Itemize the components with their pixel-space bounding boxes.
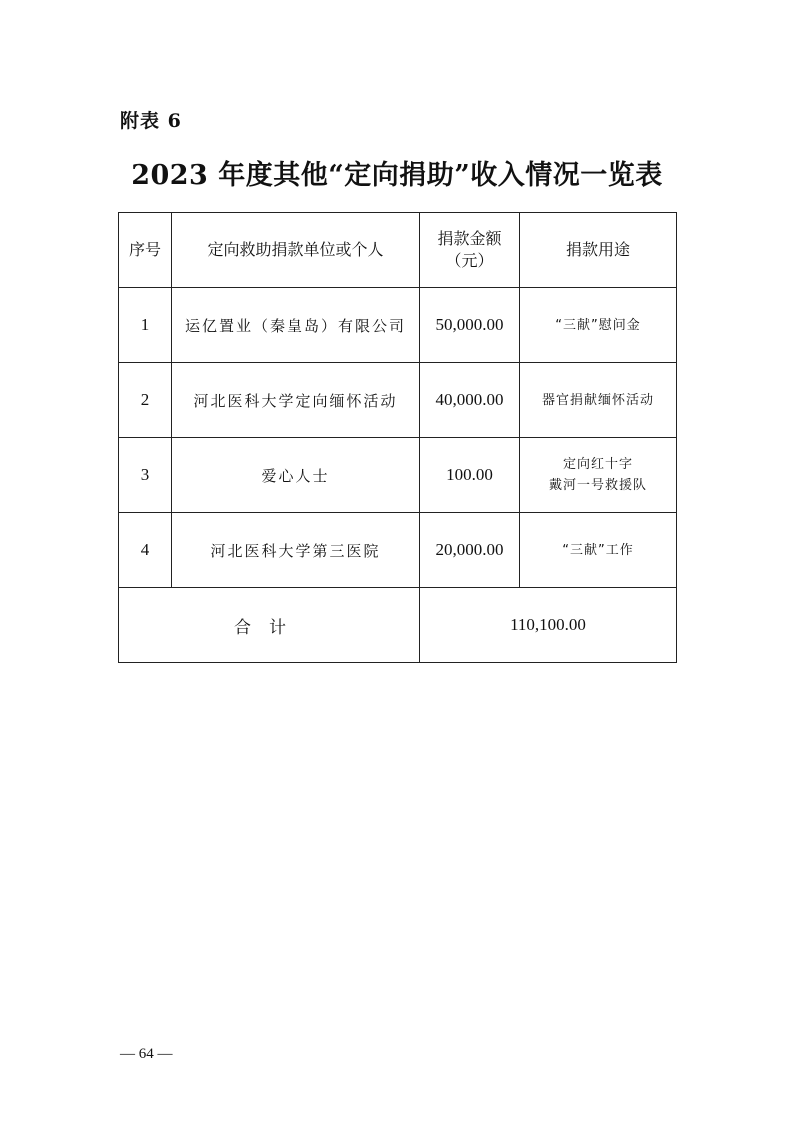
header-amount-line2: （元）: [445, 251, 494, 270]
table-total-row: [119, 588, 677, 663]
row-index: 4: [119, 513, 172, 588]
row-amount: 40,000.00: [420, 363, 520, 438]
header-purpose: 捐款用途: [520, 213, 677, 288]
row-index: 3: [119, 438, 172, 513]
row-amount: 100.00: [420, 438, 520, 513]
donation-table: [118, 212, 677, 663]
row-purpose-line1: “三献”工作: [562, 542, 634, 558]
row-amount: 50,000.00: [420, 288, 520, 363]
total-amount: 110,100.00: [420, 588, 677, 663]
table-row: [119, 288, 677, 363]
total-label: 合计: [119, 588, 420, 663]
row-purpose: [520, 288, 677, 363]
row-donor: 河北医科大学定向缅怀活动: [172, 363, 420, 438]
row-purpose-line1: 定向红十字: [562, 457, 633, 472]
row-index: 1: [119, 288, 172, 363]
row-donor: 运亿置业（秦皇岛）有限公司: [172, 288, 420, 363]
row-donor: 河北医科大学第三医院: [172, 513, 420, 588]
row-amount: 20,000.00: [420, 513, 520, 588]
header-donor: 定向救助捐款单位或个人: [172, 213, 420, 288]
document-title: 2023 年度其他“定向捐助”收入情况一览表: [131, 160, 663, 191]
annex-label: 附表 6: [120, 110, 182, 132]
row-purpose: [520, 363, 677, 438]
row-purpose: [520, 438, 677, 513]
row-purpose: [520, 513, 677, 588]
table-row: [119, 363, 677, 438]
header-amount: [420, 213, 520, 288]
table-row: [119, 513, 677, 588]
header-index: 序号: [119, 213, 172, 288]
row-donor: 爱心人士: [172, 438, 420, 513]
table-header-row: [119, 213, 677, 288]
page-number: — 64 —: [120, 1046, 173, 1062]
row-index: 2: [119, 363, 172, 438]
row-purpose-line1: 器官捐献缅怀活动: [541, 392, 654, 408]
row-purpose-line1: “三献”慰问金: [555, 317, 641, 333]
table-row: [119, 438, 677, 513]
header-amount-line1: 捐款金额: [437, 229, 502, 248]
row-purpose-line2: 戴河一号救援队: [548, 478, 647, 493]
